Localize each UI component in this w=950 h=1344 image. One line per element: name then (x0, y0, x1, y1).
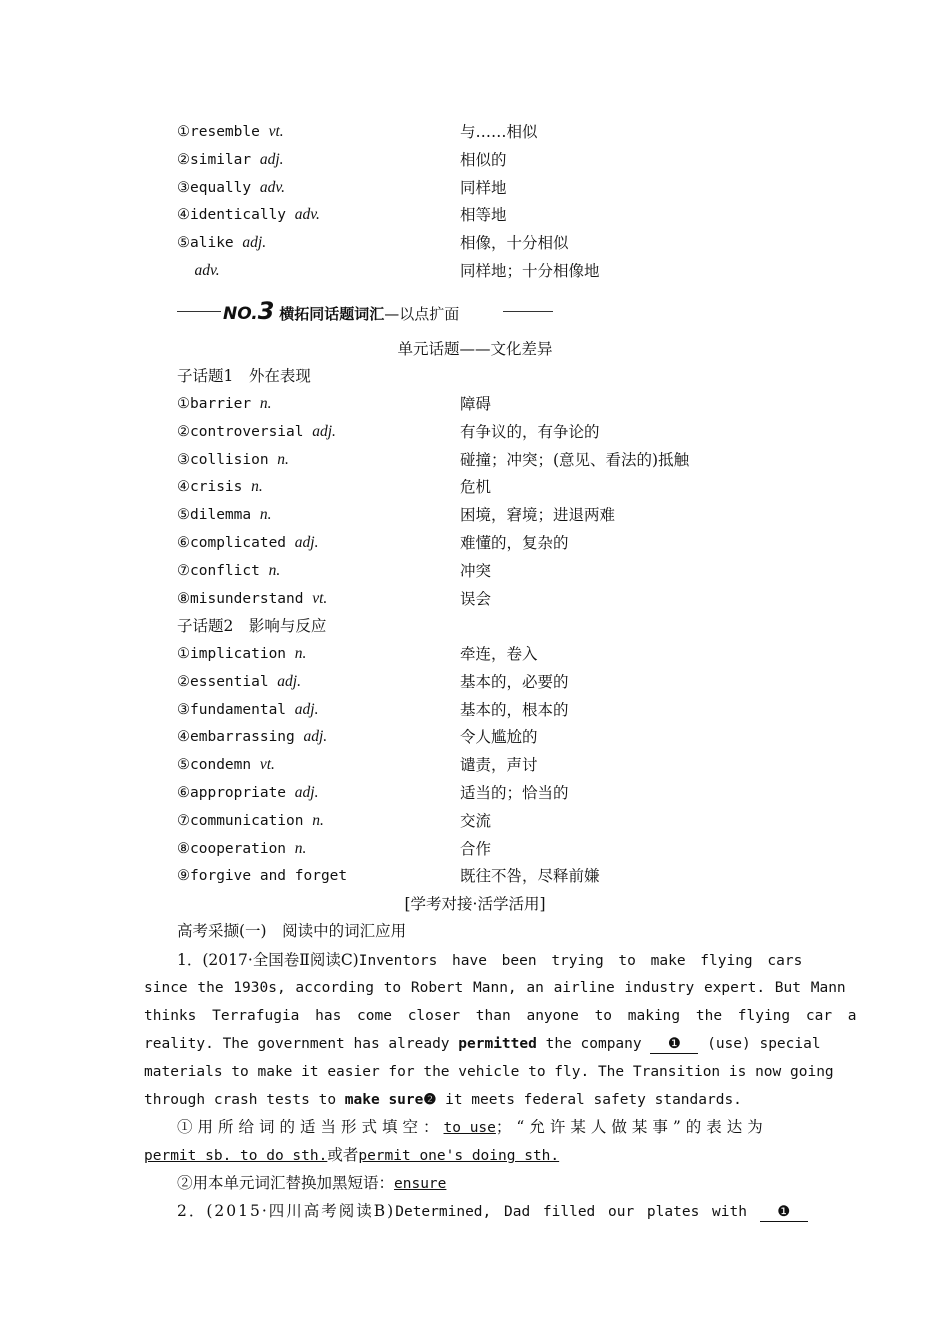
vocab-word (177, 530, 318, 556)
q1-answer-2-lead: ②用本单元词汇替换加黑短语： (177, 1174, 395, 1192)
vocab-meaning: 合作 (460, 839, 492, 858)
vocab-meaning: 谴责，声讨 (460, 756, 538, 775)
vocab-part-of-speech: n. (268, 561, 281, 579)
q1-text-4a: reality. The government has already (144, 1036, 459, 1052)
vocab-word (177, 836, 306, 862)
q1-text-1: Inventors have been trying to make flying cars (358, 953, 803, 969)
vocab-part-of-speech: adj. (294, 784, 319, 801)
vocab-meaning: 基本的，根本的 (460, 700, 569, 719)
vocab-meaning: 相似的 (460, 150, 507, 169)
vocab-part-of-speech: n. (294, 645, 307, 662)
q1-answer-1-value-3: permit one's doing sth. (358, 1148, 560, 1164)
vocab-word-text: ②similar (177, 151, 260, 168)
vocab-word-text: ③collision (177, 451, 278, 468)
vocab-word-text: ⑦communication (177, 812, 313, 829)
q1-answer-1-value-2: permit sb. to do sth. (144, 1148, 328, 1164)
q1-text-6a: through crash tests to (144, 1092, 345, 1108)
vocab-part-of-speech: n. (294, 839, 307, 857)
vocab-meaning: 相像，十分相似 (460, 234, 569, 253)
vocab-word-text: ⑤dilemma (177, 507, 260, 524)
q1-line-6 (144, 1086, 742, 1114)
vocab-word (177, 447, 289, 473)
q1-line-3: thinks Terrafugia has come closer than anyone to making the flying car a (144, 1008, 857, 1024)
vocab-word (177, 502, 271, 528)
heading-number: 3 (257, 297, 275, 325)
q1-text-4c: the company (536, 1036, 651, 1052)
vocab-word-text: ⑤condemn (177, 757, 260, 774)
q1-blank-1[interactable]: ❶ (650, 1035, 698, 1054)
vocab-part-of-speech: n. (251, 478, 263, 496)
q1-answer-2-value: ensure (394, 1176, 447, 1192)
vocab-meaning: 基本的，必要的 (460, 672, 569, 691)
q1-line-4 (144, 1030, 821, 1058)
vocab-part-of-speech: adv. (294, 206, 320, 224)
q1-line-1 (177, 946, 802, 974)
vocab-part-of-speech: adj. (259, 150, 284, 168)
q1-line-5: materials to make it easier for the vehicle to fly. The Transition is now going (144, 1064, 834, 1080)
vocab-word (177, 202, 320, 228)
q1-text-6c: it meets federal safety standards. (436, 1092, 742, 1108)
unit-topic: 单元话题——文化差异 (397, 340, 553, 358)
heading-text: NO.3 横拓同话题词汇—以点扩面 (223, 297, 460, 325)
vocab-word (177, 147, 284, 173)
vocab-part-of-speech: adv. (259, 178, 285, 196)
q1-bold-permitted: permitted (458, 1036, 537, 1052)
vocab-meaning: 令人尴尬的 (460, 728, 538, 747)
vocab-meaning: 同样地；十分相像地 (460, 262, 600, 280)
q1-line-2: since the 1930s, according to Robert Mann, an airline industry expert. But Mann (144, 980, 846, 996)
vocab-word-text: ⑥complicated (177, 535, 295, 551)
heading-no: NO. (223, 304, 258, 324)
vocab-part-of-speech: vt. (259, 756, 275, 774)
vocab-word-text: ①implication (177, 646, 295, 662)
vocab-word-text: ①barrier (177, 396, 260, 412)
vocab-part-of-speech: n. (259, 506, 272, 524)
vocab-word-text: ③equally (177, 179, 260, 196)
vocab-word-text: ④identically (177, 207, 295, 224)
q1-answer-1-mid: ；“允许某人做某事”的表达为 (495, 1118, 768, 1136)
vocab-meaning: 与……相似 (460, 123, 538, 141)
exam-section-title: 高考采撷(一) 阅读中的词汇应用 (177, 922, 407, 940)
vocab-word (177, 697, 318, 723)
vocab-part-of-speech: adj. (303, 728, 328, 746)
vocab-part-of-speech: vt. (268, 123, 284, 140)
vocab-word (177, 391, 271, 417)
vocab-word (177, 175, 285, 201)
vocab-word-text: ③fundamental (177, 701, 295, 718)
vocab-part-of-speech: adv. (194, 262, 220, 279)
vocab-word-text: ④embarrassing (177, 729, 304, 746)
vocab-word (177, 780, 318, 806)
vocab-word (177, 586, 327, 612)
vocab-part-of-speech: n. (277, 450, 289, 468)
q1-answer-1-line (177, 1113, 768, 1141)
q1-answer-1-or: 或者 (327, 1146, 359, 1164)
vocab-word (177, 230, 266, 256)
vocab-word (177, 258, 220, 284)
q1-bold-make-sure: make sure❷ (344, 1092, 437, 1108)
vocab-word-text: ①resemble (177, 124, 269, 140)
heading-rule-left (177, 311, 221, 312)
vocab-word-text: ⑥appropriate (177, 785, 295, 801)
vocab-part-of-speech: n. (259, 395, 272, 412)
q1-lead: 1．(2017·全国卷Ⅱ阅读C) (177, 951, 359, 969)
vocab-part-of-speech: adj. (294, 534, 319, 551)
q1-answer-1-lead: ①用所给词的适当形式填空： (177, 1118, 444, 1136)
practice-title: [学考对接·活学活用] (404, 895, 546, 913)
vocab-meaning: 危机 (460, 478, 492, 497)
vocab-part-of-speech: adj. (277, 672, 301, 690)
vocab-word-text: ⑦conflict (177, 562, 269, 579)
vocab-word-text: ②essential (177, 673, 278, 690)
vocab-part-of-speech: adj. (312, 422, 336, 440)
q2-line-1 (177, 1197, 808, 1225)
vocab-word (177, 724, 327, 750)
vocab-word (177, 752, 275, 778)
vocab-part-of-speech: adj. (242, 234, 267, 252)
q1-answer-2-line (177, 1169, 446, 1197)
subtopic-1-title: 子话题1 外在表现 (177, 367, 311, 385)
vocab-word (177, 419, 336, 445)
vocab-meaning: 障碍 (460, 395, 492, 413)
vocab-meaning: 碰撞；冲突；(意见、看法的)抵触 (460, 450, 690, 469)
vocab-meaning: 难懂的，复杂的 (460, 534, 569, 552)
vocab-meaning: 困境，窘境；进退两难 (460, 506, 616, 525)
q2-lead: 2．(2015·四川高考阅读B) (177, 1202, 396, 1220)
vocab-word (177, 641, 306, 667)
q2-blank-1[interactable]: ❶ (760, 1203, 808, 1222)
vocab-meaning: 相等地 (460, 206, 507, 225)
vocab-meaning: 既往不咎，尽释前嫌 (460, 867, 600, 886)
vocab-word (177, 474, 263, 500)
vocab-part-of-speech: adj. (294, 700, 319, 718)
vocab-word-text: ⑨forgive and forget (177, 868, 348, 885)
vocab-meaning: 交流 (460, 811, 492, 830)
heading-rule-right (503, 311, 553, 312)
vocab-word-text: ⑤alike (177, 235, 243, 252)
vocab-meaning: 同样地 (460, 178, 507, 197)
subtopic-2-title: 子话题2 影响与反应 (177, 617, 327, 635)
section-heading (177, 297, 553, 325)
vocab-word (177, 558, 280, 584)
vocab-meaning: 有争议的，有争论的 (460, 422, 600, 441)
vocab-word-text (177, 263, 194, 279)
vocab-word-text: ⑧cooperation (177, 840, 295, 857)
vocab-word (177, 863, 347, 889)
heading-title: 横拓同话题词汇 (279, 305, 385, 323)
vocab-part-of-speech: vt. (312, 589, 328, 607)
vocab-word (177, 119, 284, 145)
vocab-word (177, 669, 301, 695)
q1-answer-1-value: to use (443, 1120, 496, 1136)
vocab-word (177, 808, 324, 834)
q1-answer-1-line-2 (144, 1141, 559, 1169)
vocab-meaning: 误会 (460, 589, 492, 608)
vocab-meaning: 适当的；恰当的 (460, 784, 569, 802)
vocab-meaning: 牵连，卷入 (460, 645, 538, 663)
vocab-word-text: ②controversial (177, 423, 313, 440)
q2-text: Determined, Dad filled our plates with (395, 1204, 760, 1220)
vocab-word-text: ⑧misunderstand (177, 590, 313, 607)
vocab-word-text: ④crisis (177, 479, 252, 496)
heading-subtitle: 以点扩面 (399, 305, 460, 323)
vocab-meaning: 冲突 (460, 561, 492, 580)
q1-text-4d: (use) special (698, 1036, 821, 1052)
vocab-part-of-speech: n. (312, 811, 324, 829)
